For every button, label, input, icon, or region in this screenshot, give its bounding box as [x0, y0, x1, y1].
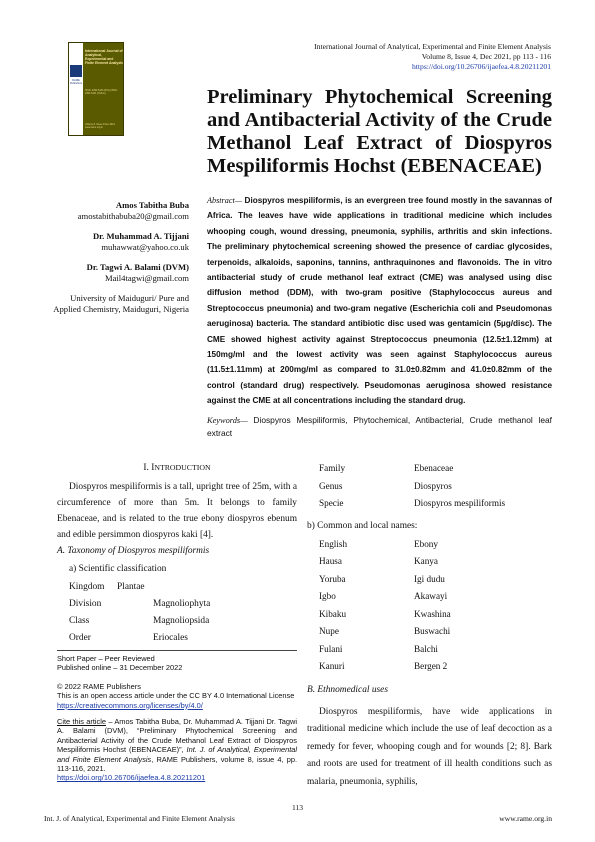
journal-name: International Journal of Analytical, Experimental and Finite Element Analysis [314, 42, 551, 51]
sci-class-label: a) Scientific classification [69, 564, 167, 574]
value-cell: Diospyros [414, 480, 452, 491]
author-email: amostabithabuba20@gmail.com [77, 211, 189, 221]
table-row: Nupe Buswachi [319, 626, 451, 636]
common-names-label: b) Common and local names: [307, 520, 418, 531]
table-row [57, 596, 297, 613]
rank-cell: Genus [319, 480, 343, 491]
value-cell: Magnoliophyta [153, 599, 211, 609]
keywords-label: Keywords— [207, 416, 248, 425]
keywords [207, 414, 552, 440]
cite-label: Cite this article [57, 717, 107, 727]
abstract-label: Abstract— [207, 196, 243, 205]
table-row: Kanuri Bergen 2 [319, 661, 448, 671]
common-names-table [307, 536, 552, 676]
rank-cell: Division [69, 599, 102, 609]
table-row: Hausa Kanya [319, 556, 438, 566]
abstract-text: Diospyros mespiliformis, is an evergreen tree found mostly in the savannas of Africa. The leaves have wide applications in traditional medicine which includes whooping cough, wound dressing, pneumonia, syphilis, arthritis and skin infections. The preliminary phytochemical screening showed the presence of cardiac glycosides, terpenoids, alkaloids, saponins, tannins, anthraquinones and flavonoids. The in vitro antibacterial study of crude methanol leaf extract (CME) was analysed using disc diffusion method (DDM), with two-gram positive (Staphylococcus aureus and Streptococcus pneumonia) and two-gram negative (Escherichia coli and Pseudomonas aeruginosa) bacteria. The standard antibiotic disc used was gentamicin (5µg/disc). The CME showed highest activity against Streptococcus pneumonia (12.5±1.12mm) at 150mg/ml and the lowest activity was seen against Staphylococcus aureus (11.5±1.11mm) at 200mg/ml as compared to 31.0±0.82mm and 41.0±0.82mm of the control (standard drug) respectively. Pseudomonas aeruginosa showed resistance against the CME at all concentrations including the standard drug. [207, 196, 552, 406]
author-email: Mail4tagwi@gmail.com [104, 273, 189, 283]
intro-paragraph: Diospyros mespiliformis is a tall, upright tree of 25m, with a circumference of more than 5m. It belongs to family Ebenaceae, and is related to the true ebony diospyros ebenum and edible persimmon diospyros kaki [4]. [57, 482, 297, 540]
author-name: Amos Tabitha Buba [115, 200, 189, 210]
value-cell: Eriocales [153, 633, 188, 643]
author-block [44, 200, 189, 315]
taxonomy-subheading: A. Taxonomy of Diospyros mespiliformis [57, 546, 210, 556]
table-row [57, 613, 297, 630]
volume-line: Volume 8, Issue 4, Dec 2021, pp 113 - 116 [421, 52, 551, 61]
table-row [57, 579, 297, 596]
footnote-rule [57, 650, 297, 651]
affiliation: University of Maiduguri/ Pure and Applied Chemistry, Maiduguri, Nigeria [53, 293, 189, 314]
rank-cell: Specie [319, 498, 344, 508]
ethnomedical-subheading: B. Ethnomedical uses [307, 684, 388, 695]
rame-logo-icon [70, 65, 82, 77]
paper-title: Preliminary Phytochemical Screening and Antibacterial Activity of the Crude Methanol Leaf Extract of Diospyros Mespiliformis Hochst (EBENACEAE) [207, 86, 552, 177]
taxonomy-table-left [57, 579, 297, 596]
value-cell: Plantae [117, 582, 145, 592]
table-row: Kibaku Kwashina [319, 608, 451, 619]
rank-cell: Kingdom [69, 582, 105, 592]
page-number: 113 [291, 803, 304, 812]
published-note: Published online – 31 December 2022 [57, 663, 183, 673]
license-link[interactable]: https://creativecommons.org/licenses/by/4.0/ [57, 700, 203, 710]
cover-issn: ISSN: 2394-5133 (Print) ISSN: 2394-5141 (Online) [85, 89, 118, 95]
author-email: muhawwat@yahoo.co.uk [101, 242, 189, 252]
rank-cell: Family [319, 463, 346, 473]
table-row: Yoruba Igi dudu [319, 573, 445, 584]
keywords-text: Diospyros Mespiliformis, Phytochemical, Antibacterial, Crude methanol leaf extract [207, 415, 552, 438]
ethnomedical-paragraph: Diospyros mespiliformis, have wide applications in traditional medicine which include the use of leaf decoction as a remedy for fever, whooping cough and for wounds [2; 8]. Bark and roots are used for treatment of ill health conditions such as malaria, pneumonia, syphilis, [307, 706, 552, 787]
footer-journal: Int. J. of Analytical, Experimental and Finite Element Analysis [44, 814, 235, 823]
abstract [207, 193, 552, 409]
author-name: Dr. Tagwi A. Balami (DVM) [86, 262, 189, 272]
review-note: Short Paper – Peer Reviewed [57, 654, 155, 663]
cover-volume: Volume 8, Issue 4 Dec 2021 www.rame.org.in [85, 123, 115, 129]
section-heading-introduction: I. INTRODUCTION [143, 463, 211, 473]
copyright-note: © 2022 RAME Publishers [57, 681, 141, 691]
table-row: English Ebony [319, 538, 438, 549]
citation-doi-link[interactable]: https://doi.org/10.26706/ijaefea.4.8.20211201 [57, 773, 206, 783]
cover-sidebar [69, 43, 83, 136]
taxonomy-table-left-2 [57, 596, 297, 647]
table-row [307, 495, 552, 513]
license-note: This is an open access article under the CC BY 4.0 International License [57, 691, 295, 701]
table-row: Igbo Akawayi [319, 591, 448, 601]
rank-cell: Class [69, 616, 90, 626]
value-cell: Diospyros mespiliformis [414, 498, 506, 508]
author-name: Dr. Muhammad A. Tijjani [92, 231, 189, 241]
table-row [307, 478, 552, 496]
doi-link[interactable]: https://doi.org/10.26706/ijaefea.4.8.20211201 [412, 62, 551, 71]
cover-publisher: RAME Publishers [69, 79, 83, 85]
footer-website[interactable]: www.rame.org.in [499, 814, 552, 823]
value-cell: Magnoliopsida [153, 616, 210, 626]
cover-title: International Journal of Analytical, Experimental and Finite Element Analysis [85, 49, 123, 65]
journal-header [251, 42, 551, 72]
taxonomy-table-right [307, 460, 552, 513]
table-row [57, 630, 297, 647]
journal-cover-image [68, 42, 124, 136]
publication-notes [57, 654, 297, 783]
right-column [307, 460, 552, 791]
table-row [307, 460, 552, 478]
left-column [57, 460, 297, 647]
value-cell: Ebenaceae [414, 463, 454, 473]
citation: Cite this article – Amos Tabitha Buba, Dr. Muhammad A. Tijjani Dr. Tagwi A. Balami (DVM), “Preliminary Phytochemical Screening and Antibacterial Activity of the Crude Methanol Leaf Extract of Diospyros Mespiliformis Hochst (EBENACEAE)”, Int. J. of Analytical, Experimental and Finite Element Analysis, RAME Publishers, volume 8, issue 4, pp. 113-116, 2021. [57, 717, 298, 774]
table-row: Fulani Balchi [319, 643, 438, 654]
page-footer [44, 814, 552, 823]
rank-cell: Order [69, 633, 91, 643]
